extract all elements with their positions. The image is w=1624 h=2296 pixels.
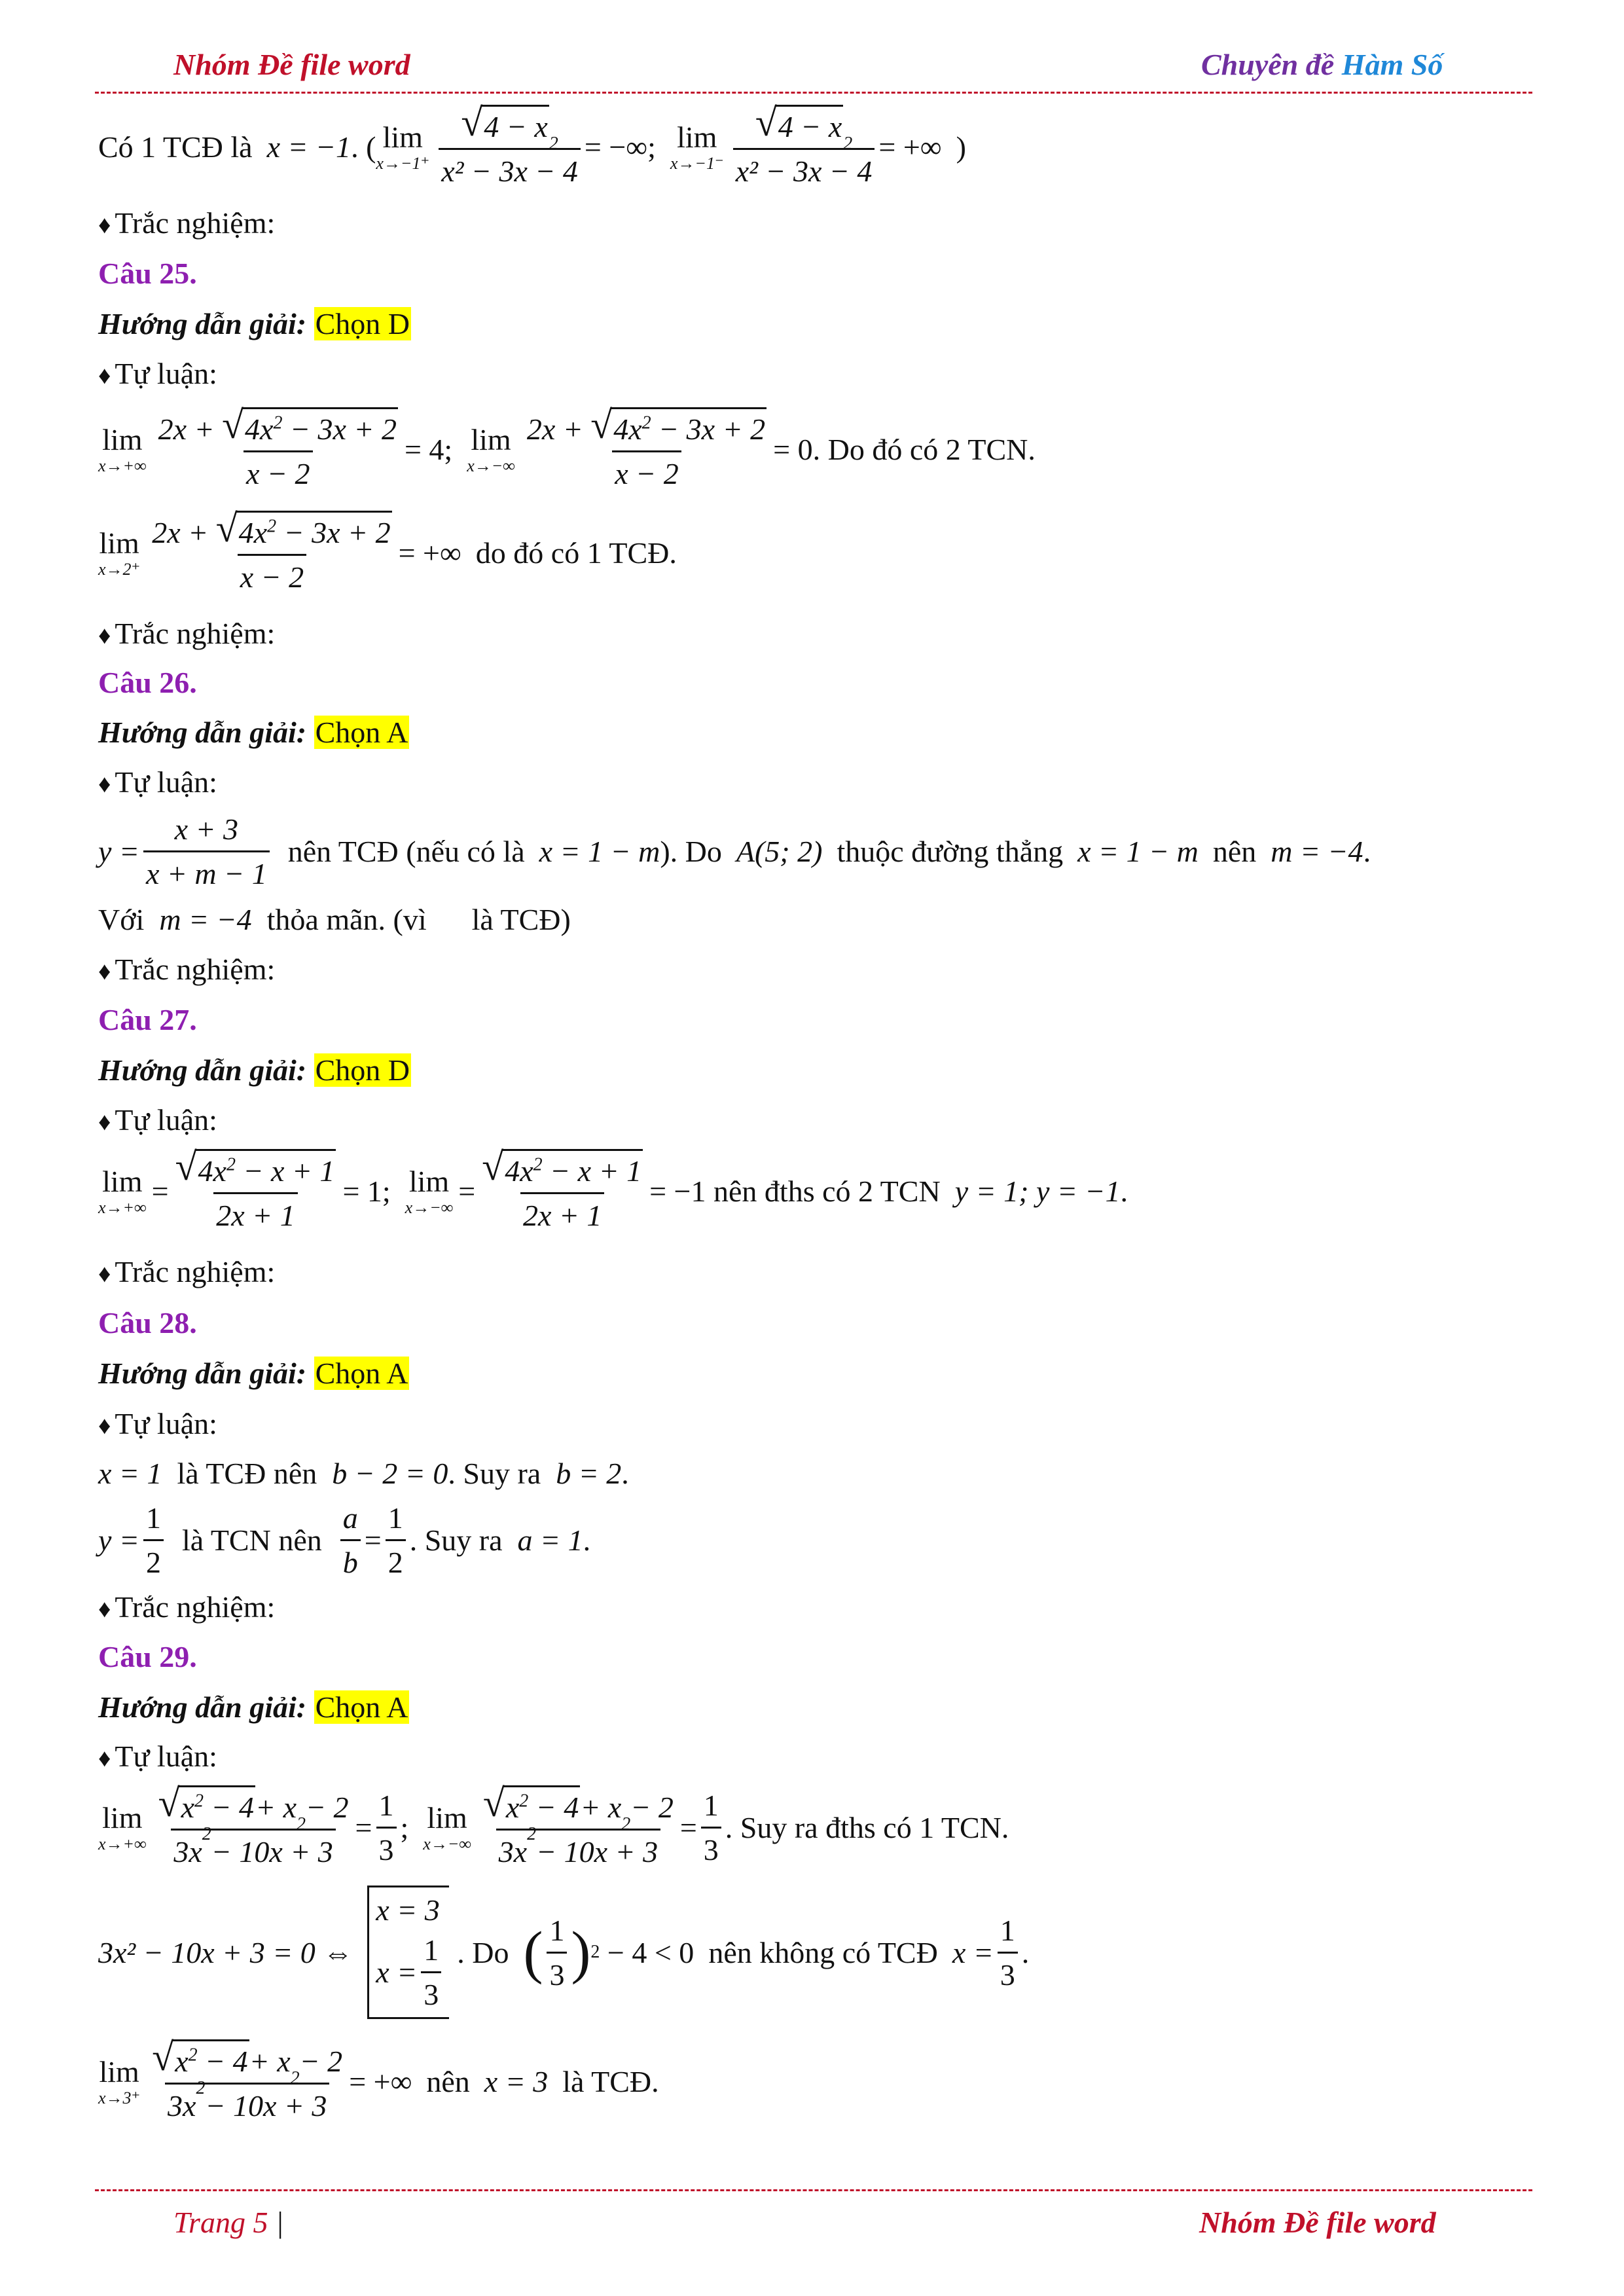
fraction: √ $4x^2 - x + 1$ 2x + 1 [175,1145,335,1232]
intro-eq: x = −1 [266,130,352,164]
tu-luan-label: ♦ Tự luận: [98,1740,217,1773]
q29-line1: lim x→+∞ √ $x^2 - 4$ + x 2 − 2 3x 2 − 10x + 3 = $\frac{1}{3}$ ; lim x→−∞ √ $x^2 - 4$ + x 2 − 2 3x 2 − 10x + 3 = $\frac{1}{3}$ . Suy ra đths có 1 TCN. [98,1781,1009,1868]
footer-page: Trang 5 | [173,2206,283,2239]
trac-nghiem-label: ♦ Trắc nghiệm: [98,1590,276,1624]
header-left: Nhóm Đề file word [173,48,410,81]
header-right [1201,47,1443,82]
solution-heading: Hướng dẫn giải: Chọn A [98,716,408,749]
case-bracket: x = 3 x = $\frac{1}{3}$ [367,1886,449,2019]
question-title: Câu 29. [98,1640,197,1673]
q29-line2: 3x² − 10x + 3 = 0 ⇔ x = 3 x = $\frac{1}{3}$ . Do ( $\frac{1}{3}$ ) 2 − 4 < 0 nên không có TCĐ x = $\frac{1}{3}$ . [98,1886,1029,2019]
fraction: $\frac{1}{3}$ [701,1788,721,1867]
fraction: 2x + √ $4x^2 - 3x + 2$ x − 2 [152,507,391,594]
header-rule [95,92,1532,94]
question-title: Câu 28. [98,1306,197,1339]
limit: lim x→+∞ [98,1801,147,1854]
header-right-part1: Chuyên đề [1201,48,1342,81]
tu-luan-label: ♦ Tự luận: [98,765,217,799]
fraction: $\frac{1}{2}$ [143,1501,164,1580]
intro-open: . ( [351,130,376,164]
header-right-part2: Hàm Số [1341,48,1443,81]
fraction: $\frac{1}{3}$ [547,1913,567,1992]
tu-luan-label: ♦ Tự luận: [98,357,217,390]
answer-highlight: Chọn A [315,1690,408,1724]
fraction: √ 4 − x 2 x² − 3x − 4 [733,105,875,189]
question-title: Câu 27. [98,1003,197,1036]
intro-val2: = +∞ [878,130,942,164]
fraction: $\frac{a}{b}$ [340,1501,361,1580]
q28-line1: x = 1 là TCĐ nên b − 2 = 0. Suy ra b = 2. [98,1457,629,1490]
limit: lim x→+∞ [98,423,147,476]
q25-line1: lim x→+∞ 2x + √ $4x^2 - 3x + 2$ x − 2 = 4; lim x→−∞ 2x + √ $4x^2 - 3x + 2$ x − 2 = 0 . Do đó có 2 TCN. [98,403,1036,490]
fraction: $\frac{x + 3}{x + m - 1}$ [143,812,270,891]
answer-highlight: Chọn D [315,1053,410,1087]
intro-close: ) [956,130,966,164]
q29-line3: lim x→3⁺ √ $x^2 - 4$ + x 2 − 2 3x 2 − 10x + 3 = +∞ nên x = 3 là TCĐ. [98,2035,659,2123]
limit: lim x→−∞ [467,423,515,476]
fraction: √ 4 − x 2 x² − 3x − 4 [439,105,581,189]
fraction: √ $x^2 - 4$ + x 2 − 2 3x 2 − 10x + 3 [152,2035,343,2123]
intro-prefix: Có 1 TCĐ là [98,130,253,164]
fraction: 2x + √ $4x^2 - 3x + 2$ x − 2 [158,403,397,490]
trac-nghiem-label: ♦ Trắc nghiệm: [98,206,276,240]
question-title: Câu 25. [98,257,197,290]
solution-heading: Hướng dẫn giải: Chọn D [98,307,410,340]
limit: lim x→3⁺ [98,2055,141,2108]
answer-highlight: Chọn D [315,307,410,340]
fraction: √ $x^2 - 4$ + x 2 − 2 3x 2 − 10x + 3 [482,1781,674,1868]
q25-line2: lim x→2⁺ 2x + √ $4x^2 - 3x + 2$ x − 2 = +∞ do đó có 1 TCĐ. [98,507,677,594]
footer-rule [95,2189,1532,2191]
footer-right: Nhóm Đề file word [1199,2206,1436,2239]
tu-luan-label: ♦ Tự luận: [98,1407,217,1440]
solution-heading: Hướng dẫn giải: Chọn D [98,1053,410,1087]
limit: lim x→−∞ [405,1165,454,1218]
tu-luan-label: ♦ Tự luận: [98,1103,217,1137]
question-title: Câu 26. [98,666,197,699]
limit: lim x→−1⁻ [670,120,724,173]
fraction: 2x + √ $4x^2 - 3x + 2$ x − 2 [526,403,766,490]
solution-heading: Hướng dẫn giải: Chọn A [98,1690,408,1724]
q26-line1: y = $\frac{x + 3}{x + m - 1}$ nên TCĐ (nếu có là x = 1 − m ). Do A(5; 2) thuộc đường thẳng x = 1 − m nên m = −4 . [98,812,1371,890]
intro-line [98,101,966,189]
limit: lim x→−∞ [423,1801,471,1854]
solution-heading: Hướng dẫn giải: Chọn A [98,1357,408,1390]
limit: lim x→−1⁺ [376,120,430,173]
fraction: $\frac{1}{2}$ [386,1501,406,1580]
q27-line: lim x→+∞ = √ $4x^2 - x + 1$ 2x + 1 = 1; lim x→−∞ = √ $4x^2 - x + 1$ 2x + 1 = −1 nên đths có 2 TCN y = 1; y = −1 . [98,1145,1128,1232]
limit: lim x→+∞ [98,1165,147,1218]
trac-nghiem-label: ♦ Trắc nghiệm: [98,953,276,986]
limit: lim x→2⁺ [98,526,141,579]
fraction: √ $x^2 - 4$ + x 2 − 2 3x 2 − 10x + 3 [158,1781,349,1868]
answer-highlight: Chọn A [315,716,408,749]
trac-nghiem-label: ♦ Trắc nghiệm: [98,617,276,650]
answer-highlight: Chọn A [315,1357,408,1390]
trac-nghiem-label: ♦ Trắc nghiệm: [98,1255,276,1288]
q26-line2: Với m = −4 thỏa mãn. (vì là TCĐ) [98,903,571,936]
fraction: $\frac{1}{3}$ [376,1788,397,1867]
fraction: $\frac{1}{3}$ [998,1913,1018,1992]
q28-line2: y = $\frac{1}{2}$ là TCN nên $\frac{a}{b}$ = $\frac{1}{2}$ . Suy ra a = 1 . [98,1501,591,1579]
intro-val1: = −∞; [584,130,656,164]
fraction: √ $4x^2 - x + 1$ 2x + 1 [482,1145,642,1232]
